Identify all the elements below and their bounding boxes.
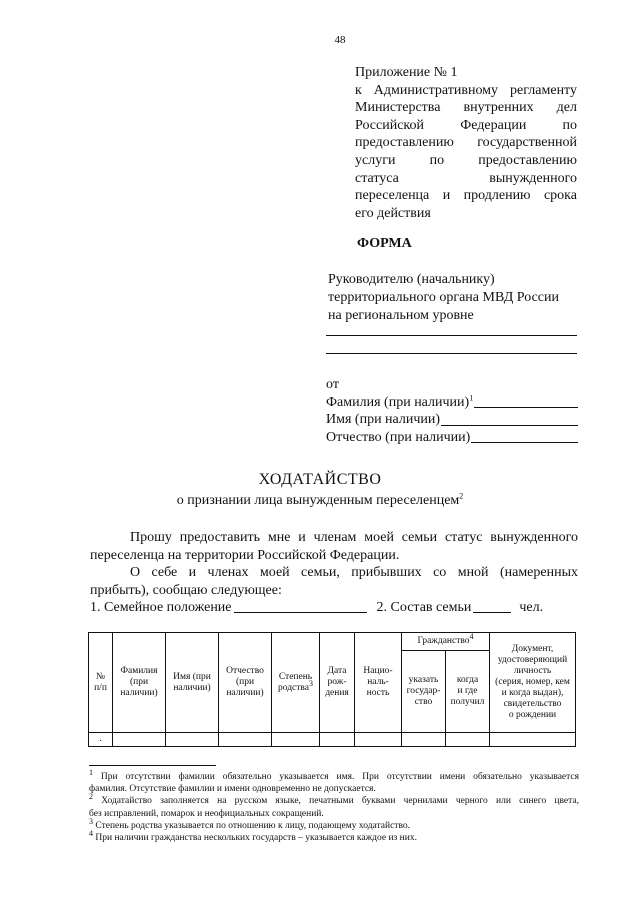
family-status-field[interactable] — [234, 611, 367, 613]
persons-label: чел. — [519, 600, 544, 615]
table-cell[interactable] — [166, 733, 219, 747]
patronymic-label: Отчество (при наличии) — [326, 429, 471, 445]
family-size-label: 2. Состав семьи — [376, 600, 472, 615]
table-cell[interactable]: . — [89, 733, 113, 747]
body-line: Прошу предоставить мне и членам моей семьи статус вынужденного — [130, 530, 578, 545]
footnote-2: $^2$ Ходатайство заполняется на русском языке, печатными буквами чернилами черного или синего цвета, — [89, 792, 580, 807]
family-status-label: 1. Семейное положение — [90, 600, 232, 615]
col-patronymic-header: Отчество (при наличии) — [219, 633, 272, 733]
footnote-1-cont: фамилия. Отсутствие фамилии и имени одновременно не допускается. — [89, 784, 376, 795]
addressee-line: на региональном уровне — [328, 308, 474, 323]
applicant-block — [326, 376, 578, 446]
table-cell[interactable] — [355, 733, 402, 747]
col-number-header: № п/п — [89, 633, 113, 733]
appendix-line: Приложение № 1 — [355, 65, 458, 80]
body-line: переселенца на территории Российской Федерации. — [90, 547, 400, 563]
body-text — [90, 529, 578, 599]
table-cell[interactable] — [320, 733, 355, 747]
table-cell[interactable] — [446, 733, 490, 747]
col-relation-header: Степень родства$^3$ — [272, 633, 320, 733]
col-birthdate-header: Дата рож- дения — [320, 633, 355, 733]
body-line: прибыть), сообщаю следующее: — [90, 582, 282, 598]
footnote-4: $^4$ При наличии гражданства нескольких государств – указывается каждое из них. — [89, 828, 417, 844]
col-name-header: Имя (при наличии) — [166, 633, 219, 733]
col-citizenship-state-header: указать государ- ство — [402, 651, 446, 733]
from-label: от — [326, 377, 339, 392]
page-number: 48 — [334, 34, 346, 46]
footnote-3: $^3$ Степень родства указывается по отношению к лицу, подающему ходатайство. — [89, 816, 410, 831]
patronymic-row — [326, 429, 578, 447]
addressee-line: Руководителю (начальнику) — [328, 272, 495, 287]
col-document-header: Документ, удостоверяющий личность (серия, номер, кем и когда выдан), свидетельство о рождении — [490, 633, 576, 733]
footnote-1: $^1$ При отсутствии фамилии обязательно указывается имя. При отсутствии имени обязательно указывается — [89, 767, 580, 782]
col-nationality-header: Нацио- наль- ность — [355, 633, 402, 733]
addressee-line: территориального органа МВД России — [328, 290, 560, 305]
name-label: Имя (при наличии) — [326, 412, 441, 427]
table-cell[interactable] — [402, 733, 446, 747]
surname-row — [326, 394, 578, 412]
footnotes — [89, 767, 580, 844]
appendix-line: Министерства внутренних дел — [355, 100, 577, 116]
footnote-2-cont: без исправлений, помарок и неофициальных сокращений. — [89, 808, 324, 819]
name-row — [326, 411, 578, 429]
appendix-line: переселенца и продлению срока — [355, 188, 577, 204]
appendix-line: статуса вынужденного — [355, 170, 577, 186]
appendix-line: Российской Федерации по — [355, 117, 577, 133]
name-field[interactable] — [441, 425, 578, 426]
document-title: ХОДАТАЙСТВО — [258, 471, 382, 488]
document-subtitle: о признании лица вынужденным переселенцем$^2$ — [176, 491, 464, 508]
addressee-blank-line[interactable] — [326, 353, 577, 354]
col-citizenship-header: Гражданство$^4$ — [402, 633, 490, 651]
table-row[interactable] — [89, 733, 576, 747]
surname-field[interactable] — [474, 407, 578, 408]
table-cell[interactable] — [490, 733, 576, 747]
surname-label: Фамилия (при наличии)$^1$ — [326, 392, 474, 410]
table-cell[interactable] — [272, 733, 320, 747]
addressee-block — [328, 271, 578, 325]
form-label: ФОРМА — [357, 236, 412, 251]
appendix-block — [355, 64, 577, 222]
appendix-line: к Административному регламенту — [355, 82, 577, 98]
appendix-line: его действия — [355, 205, 431, 221]
appendix-line: услуги по предоставлению — [355, 152, 577, 168]
col-citizenship-when-header: когда и где получил — [446, 651, 490, 733]
table-cell[interactable] — [219, 733, 272, 747]
family-row — [90, 600, 578, 616]
col-surname-header: Фамилия (при наличии) — [113, 633, 166, 733]
family-size-field[interactable] — [473, 611, 511, 613]
appendix-line: предоставлению государственной — [355, 135, 577, 151]
family-members-table — [88, 632, 576, 747]
patronymic-field[interactable] — [471, 442, 578, 443]
table-cell[interactable] — [113, 733, 166, 747]
body-line: О себе и членах моей семьи, прибывших со мной (намеренных — [130, 565, 578, 580]
footnote-separator — [89, 765, 216, 766]
addressee-blank-line[interactable] — [326, 335, 577, 336]
